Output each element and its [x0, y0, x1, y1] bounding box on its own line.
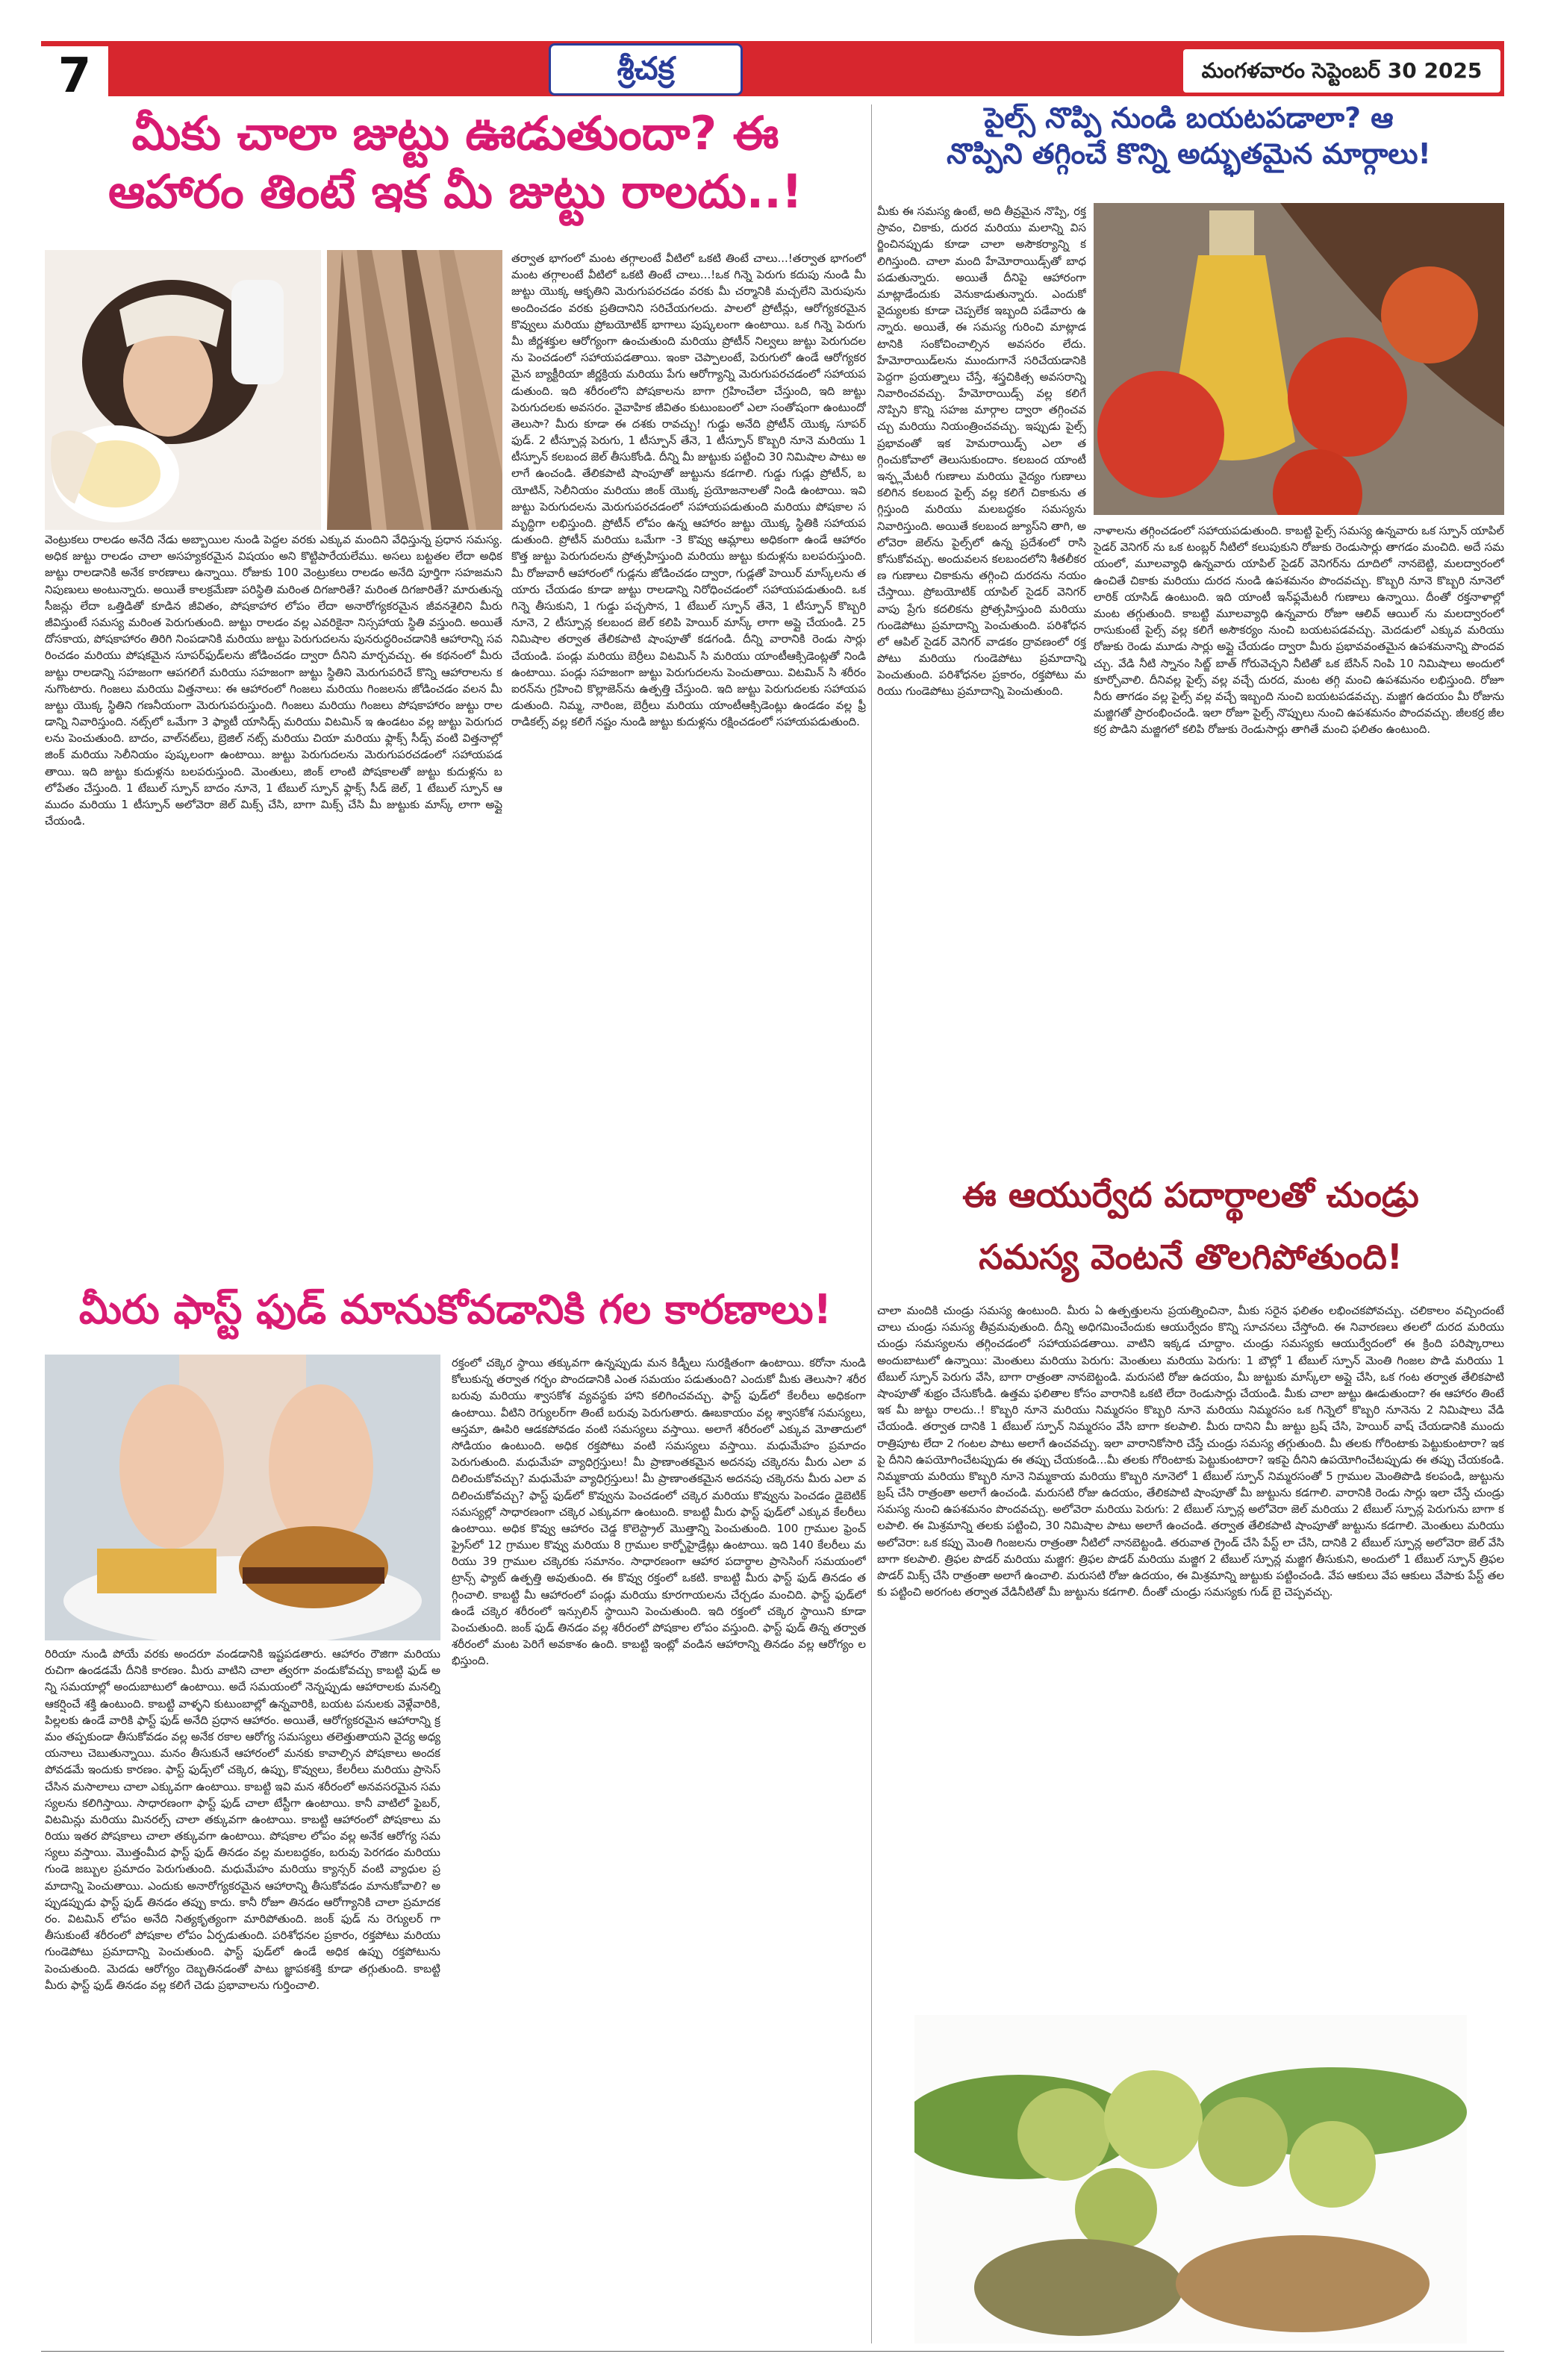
ayurveda-title-line2: సమస్య వెంటనే తొలగిపోతుంది!: [979, 1236, 1403, 1277]
page-number: 7: [41, 46, 108, 106]
amla-photo: [914, 2015, 1467, 2343]
hair-body-right: తర్వాత భాగంలో మంట తగ్గాలంటే వీటిలో ఒకటి తింటే చాలు...!తర్వాత భాగంలో మంట తగ్గాలంటే వీటిలో ఒకటి తింటే చాలు...!ఒక గిన్నె పెరుగు కదుపు నుండి మీ జుట్టు యొక్క ఆకృతిని మెరుగుపరచడం వరకు మీ చర్మానికి మచ్చలేని మెరుపును అందించడం వరకు ప్రతిదానిని సరిచేయగలదు. పాలలో ప్రోటీన్లు, ఆరోగ్యకరమైన కొవ్వులు మరియు ప్రోబయోటిక్ భాగాలు పుష్కలంగా ఉంటాయి. ఒక గిన్నె పెరుగు మీ జీర్ణశక్తుల ఆరోగ్యంగా ఉంచుతుంది మరియు ప్రోటీన్ నిల్వలు జుట్టు పెరుగుదలను పెంచడంలో సహాయపడతాయి. ఇంకా చెప్పాలంటే, పెరుగులో ఉండే ఆరోగ్యకరమైన బ్యాక్టీరియా జీర్ణక్రియ మరియు పేగు ఆరోగ్యాన్ని మెరుగుపరచడంలో సహాయపడుతుంది. ఇది శరీరంలోని పోషకాలను బాగా గ్రహించేలా చేస్తుంది, ఇది జుట్టు పెరుగుదలకు అవసరం. వైవాహిక జీవితం కుటుంబంలో ఎలా సంతోషంగా ఉంటుందో తెలుసా? మీరు కూడా ఈ దశకు రావచ్చు! గుడ్డు అనేది ప్రోటీన్ యొక్క సూపర్ ఫుడ్. 2 టీస్పూన్ల పెరుగు, 1 టీస్పూన్ తేనె, 1 టీస్పూన్ కొబ్బరి నూనె మరియు 1 టీస్పూన్ కలబంద జెల్ తీసుకోండి. దీన్ని మీ జుట్టుకు పట్టించి 30 నిమిషాల పాటు అలాగే ఉంచండి. తేలికపాటి షాంపూతో జుట్టును కడగాలి. గుడ్డు గుడ్లు ప్రోటీన్, బయోటిన్, సెలీనియం మరియు జింక్ యొక్క ప్రయోజనాలతో నిండి ఉంటాయి. ఇవి జుట్టు పెరుగుదలను మెరుగుపరచడంలో సహాయపడుతుంది మరియు పోషకాల సమృద్ధిగా లభిస్తుంది. ప్రోటీన్ లోపం ఉన్న ఆహారం జుట్టు యొక్క స్థితికి సహాయపడుతుంది. ప్రోటీన్ మరియు ఒమేగా -3 కొవ్వు ఆమ్లాలు అధికంగా ఉండే ఆహారం కొత్త జుట్టు పెరుగుదలను ప్రోత్సహిస్తుంది మరియు జుట్టు కుదుళ్లను బలపరుస్తుంది. మీ రోజువారీ ఆహారంలో గుడ్లను జోడించడం ద్వారా, గుడ్లతో హెయిర్ మాస్క్‌లను తయారు చేయడం కూడా జుట్టు రాలడాన్ని నిరోధించడంలో సహాయపడుతుంది. ఒక గిన్నె తీసుకుని, 1 గుడ్డు పచ్చసొన, 1 టేబుల్ స్పూన్ తేనె, 1 టీస్పూన్ కొబ్బరి నూనె, 2 టీస్పూన్ల కలబంద జెల్ కలిపి హెయిర్ మాస్క్ లాగా అప్లై చేయండి. 25 నిమిషాల తర్వాత తేలికపాటి షాంపూతో కడగండి. దీన్ని వారానికి రెండు సార్లు చేయండి. పండ్లు మరియు బెర్రీలు విటమిన్ సి మరియు యాంటీఆక్సిడెంట్లతో నిండి ఉంటాయి. పండ్లు సహజంగా జుట్టు పెరుగుదలను పెంచుతాయి. విటమిన్ సి శరీరం ఐరన్‌ను గ్రహించి కొల్లాజెన్‌ను ఉత్పత్తి చేస్తుంది. ఇది జుట్టు పెరుగుదలకు సహాయపడుతుంది. నిమ్మ, నారింజ, బెర్రీలు మరియు యాంటీఆక్సిడెంట్లు ఉండడం వల్ల ఫ్రీ రాడికల్స్ వల్ల కలిగే నష్టం నుండి జుట్టు కుదుళ్లను రక్షించడంలో సహాయపడుతుంది.: [511, 252, 866, 729]
fastfood-body-left: రిరియా నుండి పోయే వరకు అందరూ వండడానికి ఇష్టపడతారు. ఆహారం రౌజిగా మరియు రుచిగా ఉండడమే దీనికి కారణం. మీరు వాటిని చాలా త్వరగా వండుకోవచ్చు కాబట్టి ఫుడ్ అన్ని సమయాల్లో అందుబాటులో ఉంటాయి. అదే సమయంలో నెన్నప్పుడు ఆహారాలకు మనల్ని ఆకర్షించే శక్తి ఉంటుంది. కాబట్టి వాళ్ళని కుటుంబాల్లో ఉన్నవారికి, బయట పనులకు వెళ్లేవారికి, పిల్లలకు ఉండే వారికి ఫాస్ట్ ఫుడ్ అనేది ప్రధాన ఆహారం. అయితే, ఆరోగ్యకరమైన ఆహారాన్ని క్రమం తప్పకుండా తీసుకోవడం వల్ల అనేక రకాల ఆరోగ్య సమస్యలు తలెత్తుతాయని వైద్య అధ్యయనాలు చెబుతున్నాయి. మనం తీసుకునే ఆహారంలో మనకు కావాల్సిన పోషకాలు అందకపోవడమే ఇందుకు కారణం. ఫాస్ట్ ఫుడ్స్‌లో చక్కెర, ఉప్పు, కొవ్వులు, కేలరీలు మరియు ప్రాసెస్ చేసిన మసాలాలు చాలా ఎక్కువగా ఉంటాయి. కాబట్టి ఇవి మన శరీరంలో అనవసరమైన సమస్యలను కలిగిస్తాయి. సాధారణంగా ఫాస్ట్ ఫుడ్ చాలా టేస్టీగా ఉంటాయి. కానీ వాటిలో ఫైబర్, విటమిన్లు మరియు మినరల్స్ చాలా తక్కువగా ఉంటాయి. కాబట్టి ఆహారంలో పోషకాలు మరియు ఇతర పోషకాలు చాలా తక్కువగా ఉంటాయి. పోషకాల లోపం వల్ల అనేక ఆరోగ్య సమస్యలు వస్తాయి. మొత్తంమీద ఫాస్ట్ ఫుడ్ తినడం వల్ల మలబద్ధకం, బరువు పెరగడం మరియు గుండె జబ్బుల ప్రమాదం పెరుగుతుంది. మధుమేహం మరియు క్యాన్సర్ వంటి వ్యాధుల ప్రమాదాన్ని పెంచుతాయి. ఎందుకు అనారోగ్యకరమైన ఆహారాన్ని తీసుకోవడం మానుకోవాలి? అప్పుడప్పుడు ఫాస్ట్ ఫుడ్ తినడం తప్పు కాదు. కానీ రోజూ తినడం ఆరోగ్యానికి చాలా ప్రమాదకరం. విటమిన్ లోపం అనేది నిత్యకృత్యంగా మారిపోతుంది. జంక్ ఫుడ్ ను రెగ్యులర్ గా తీసుకుంటే శరీరంలో పోషకాల లోపం ఏర్పడుతుంది. పరిశోధనల ప్రకారం, రక్తపోటు మరియు గుండెపోటు ప్రమాదాన్ని పెంచుతుంది. ఫాస్ట్ ఫుడ్‌లో ఉండే అధిక ఉప్పు రక్తపోటును పెంచుతుంది. మెదడు ఆరోగ్యం దెబ్బతినడంతో పాటు జ్ఞాపకశక్తి కూడా తగ్గుతుంది. కాబట్టి మీరు ఫాస్ట్ ఫుడ్ తినడం వల్ల కలిగే చెడు ప్రభావాలను గుర్తించాలి.: [45, 1647, 440, 1992]
fastfood-photo: [45, 1355, 440, 1640]
hair-title-line2: ఆహారం తింటే ఇక మీ జుట్టు రాలదు..!: [107, 163, 803, 219]
piles-title-line2: నొప్పిని తగ్గించే కొన్ని అద్భుతమైన మార్గాలు!: [947, 137, 1431, 170]
piles-article-title: [873, 101, 1504, 205]
piles-title-line1: పైల్స్ నొప్పి నుండి బయటపడాలా? ఆ: [984, 101, 1394, 134]
ayurveda-title-line1: ఈ ఆయుర్వేద పదార్థాలతో చుండ్రు: [962, 1175, 1419, 1215]
fastfood-article-title: మీరు ఫాస్ట్ ఫుడ్ మానుకోవడానికి గల కారణాలు!: [78, 1286, 832, 1333]
apple-vinegar-photo: [1094, 203, 1504, 515]
issue-date: మంగళవారం సెప్టెంబర్ 30 2025: [1183, 49, 1500, 93]
column-rule: [871, 104, 872, 2343]
piles-body-bottom: నాళాలను తగ్గించడంలో సహాయపడుతుంది. కాబట్టి పైల్స్ సమస్య ఉన్నవారు ఒక స్పూన్ యాపిల్ సైడర్ వెనిగర్ ను ఒక టంబ్లర్ నీటిలో కలుపుకుని రోజుకు రెండుసార్లు తాగడం మంచిది. అదే సమయంలో, మూలవ్యాధి ఉన్నవారు యాపిల్ సైడర్ వెనిగర్‌ను దూదిలో నానబెట్టి, మలద్వారంలో ఉంచితే చికాకు మరియు దురద నుండి ఉపశమనం పొందవచ్చు. కొబ్బరి నూనె కొబ్బరి నూనెలో లారిక్ యాసిడ్ ఉంటుంది. ఇది యాంటీ ఇన్‌ఫ్లమేటరీ గుణాలు ఉన్నాయి. దీంతో రక్తనాళాల్లో మంట తగ్గుతుంది. కాబట్టి మూలవ్యాధి ఉన్నవారు రోజూ ఆలివ్ ఆయిల్ ను మలద్వారంలో రాసుకుంటే పైల్స్ వల్ల కలిగే అసౌకర్యం నుంచి బయటపడవచ్చు. మెదడులో ఎక్కువ మరియు రోజుకు రెండు మూడు సార్లు అప్లై చేయడం ద్వారా మీరు ప్రభావవంతమైన ఉపశమనాన్ని పొందవచ్చు. వేడి నీటి స్నానం సిట్జ్ బాత్ గోరువెచ్చని నీటితో ఒక బేసిన్ నింపి 10 నిమిషాలు అందులో కూర్చోవాలి. దీనివల్ల పైల్స్ వల్ల వచ్చే దురద, మంట తగ్గి మంచి ఉపశమనం లభిస్తుంది. రోజూ నీరు తాగడం వల్ల పైల్స్ వల్ల వచ్చే ఇబ్బంది నుంచి బయటపడవచ్చు. మజ్జిగ ఉదయం మీ రోజును మజ్జిగతో ప్రారంభించండి. ఇలా రోజూ పైల్స్ నొప్పులు నుంచి ఉపశమనం పొందవచ్చు. జీలకర్ర జీలకర్ర పొడిని మజ్జిగలో కలిపి రోజుకు రెండుసార్లు తాగితే మంచి ఫలితం ఉంటుంది.: [1094, 524, 1504, 737]
paper-logo: శ్రీచక్ర: [549, 43, 743, 96]
fastfood-body-right: రక్తంలో చక్కెర స్థాయి తక్కువగా ఉన్నప్పుడు మన కిడ్నీలు సురక్షితంగా ఉంటాయి. కరోనా నుండి కోలుకున్న తర్వాత గర్భం పొందడానికి ఎంత సమయం పడుతుంది? ఎందుకో మీకు తెలుసా? శరీర బరువు మరియు శ్వాసకోశ వ్యవస్థకు హాని కలిగించవచ్చు. ఫాస్ట్ ఫుడ్‌లో కేలరీలు అధికంగా ఉంటాయి. వీటిని రెగ్యులర్‌గా తింటే బరువు పెరుగుతారు. ఊబకాయం వల్ల శ్వాసకోశ సమస్యలు, ఆస్తమా, ఊపిరి ఆడకపోవడం వంటి సమస్యలు వస్తాయి. అలాగే శరీరంలో ఎక్కువ మోతాదులో సోడియం ఉంటుంది. అధిక రక్తపోటు వంటి సమస్యలు వస్తాయి. మధుమేహం ప్రమాదం పెరుగుతుంది. మధుమేహ వ్యాధిగ్రస్తులు! మీ ప్రాణాంతకమైన అదనపు చక్కెరను మీరు ఎలా వదిలించుకోవచ్చు? మధుమేహ వ్యాధిగ్రస్తులు! మీ ప్రాణాంతకమైన అదనపు చక్కెరను మీరు ఎలా వదిలించుకోవచ్చు? ఫాస్ట్ ఫుడ్‌లో కొవ్వును పెంచడంలో చక్కెర మరియు కొవ్వును పెంచడం డైబెటిక్ సమస్యల్లో సాధారణంగా చక్కెర ఎక్కువగా ఉంటుంది. కాబట్టి మీరు ఫాస్ట్ ఫుడ్‌లో ఎక్కువ కేలరీలు ఉంటాయి. అధిక కొవ్వు ఆహారం చెడ్డ కొలెస్ట్రాల్ మొత్తాన్ని పెంచుతుంది. 100 గ్రాముల ఫ్రెంచ్ ఫ్రైస్‌లో 12 గ్రాముల కొవ్వు మరియు 8 గ్రాముల కార్బోహైడ్రేట్లు ఉంటాయి. ఇది 140 కేలరీలు మరియు 39 గ్రాముల చక్కెరకు సమానం. సాధారణంగా ఆహార పదార్థాల ప్రాసెసింగ్ సమయంలో ట్రాన్స్ ఫ్యాట్ ఉత్పత్తి అవుతుంది. ఈ కొవ్వు రక్తంలో ఒకటి. కాబట్టి మీరు ఫాస్ట్ ఫుడ్ తినడం తగ్గించాలి. కాబట్టి మీ ఆహారంలో పండ్లు మరియు కూరగాయలను చేర్చడం మంచిది. ఫాస్ట్ ఫుడ్‌లో ఉండే చక్కెర శరీరంలో ఇన్సులిన్ స్థాయిని పెంచుతుంది. ఇది రక్తంలో చక్కెర స్థాయిని కూడా పెంచుతుంది. జంక్ ఫుడ్ తినడం వల్ల శరీరంలో పోషకాల లోపం వస్తుంది. ఫాస్ట్ ఫుడ్ తిన్న తర్వాత శరీరంలో మంట పెరిగే అవకాశం ఉంది. కాబట్టి ఇంట్లో వండిన ఆహారాన్ని తినడం వల్ల ఆరోగ్యం లభిస్తుంది.: [452, 1356, 866, 1668]
hair-body-left: వెంట్రుకలు రాలడం అనేది నేడు అబ్బాయిల నుండి పెద్దల వరకు ఎక్కువ మందిని వేధిస్తున్న ప్రధాన సమస్య. అధిక జుట్టు రాలడం చాలా అసహ్యకరమైన విషయం అని కొట్టిపారేయలేము. అసలు బట్టతల లేదా అధిక జుట్టు రాలడానికి అనేక కారణాలు ఉన్నాయి. రోజుకు 100 వెంట్రుకలు రాలడం అనేది పూర్తిగా సహజమని నిపుణులు అంటున్నారు. అయితే కాలక్రమేణా పరిస్థితి మరింత దిగజారితే? మరింత దిగజారితే? మారుతున్న సీజన్లు లేదా ఒత్తిడితో కూడిన జీవితం, పోషకాహార లోపం లేదా అనారోగ్యకరమైన జీవనశైలిని మీరు జీవిస్తుంటే సమస్య మరింత పెరుగుతుంది. జుట్టు రాలడం వల్ల ఎవరికైనా నిస్సహాయ స్థితి వస్తుంది. అయితే దోసకాయ, పోషకాహారం తిరిగి నింపడానికి మరియు జుట్టు పెరుగుదలను పునరుద్ధరించడానికి ఆహారాన్ని సవరించడం మరియు పోషకమైన సూపర్‌ఫుడ్‌లను జోడించడం ద్వారా దీనిని మార్చవచ్చు. ఈ కథనంలో మీరు జుట్టు రాలడాన్ని సహజంగా ఆపగలిగే మరియు సహజంగా జుట్టు స్థితిని మెరుగుపరిచే కొన్ని ఆహారాలను కనుగొంటారు. గింజలు మరియు విత్తనాలు: ఈ ఆహారంలో గింజలు మరియు గింజలను జోడించడం వలన మీ జుట్టు యొక్క స్థితిని గణనీయంగా మెరుగుపరుస్తుంది. గింజలు మరియు గింజలు పోషకాహారం జుట్టు రాలడాన్ని నివారిస్తుంది. నట్స్‌లో ఒమేగా 3 ఫ్యాటీ యాసిడ్స్ మరియు విటమిన్ ఇ ఉండటం వల్ల జుట్టు పెరుగుదలను పెంచుతుంది. బాదం, వాల్‌నట్‌లు, బ్రెజిల్ నట్స్ మరియు చియా మరియు ఫ్లాక్స్ సీడ్స్ వంటి విత్తనాల్లో జింక్ మరియు సెలీనియం పుష్కలంగా ఉంటాయి. జుట్టు పెరుగుదలను మెరుగుపరచడంలో సహాయపడతాయి. ఇది జుట్టు కుదుళ్లను బలపరుస్తుంది. మెంతులు, జింక్ లాంటి పోషకాలతో జుట్టు కుదుళ్లను బలోపేతం చేస్తుంది. 1 టేబుల్ స్పూన్ బాదం నూనె, 1 టేబుల్ స్పూన్ ఫ్లాక్స్ సీడ్ జెల్, 1 టేబుల్ స్పూన్ ఆముదం మరియు 1 టీస్పూన్ అలోవెరా జెల్ మిక్స్ చేసి, బాగా మిక్స్ చేసి మీ జుట్టుకు మాస్క్ లాగా అప్లై చేయండి.: [45, 533, 502, 828]
ayurveda-body: చాలా మందికి చుండ్రు సమస్య ఉంటుంది. మీరు ఏ ఉత్పత్తులను ప్రయత్నించినా, మీకు సరైన ఫలితం లభించకపోవచ్చు. చలికాలం వచ్చిందంటే చాలు చుండ్రు సమస్య తీవ్రమవుతుంది. దీన్ని అధిగమించేందుకు ఆయుర్వేదం కొన్ని సూచనలు చేస్తోంది. ఈ నివారణలు తలలో దురద మరియు చుండ్రు సమస్యలను తగ్గించడంలో సహాయపడతాయి. వాటిని ఇక్కడ చూద్దాం. చుండ్రు సమస్యకు ఆయుర్వేదంలో ఈ క్రింది పరిష్కారాలు అందుబాటులో ఉన్నాయి: మెంతులు మరియు పెరుగు: మెంతులు మరియు పెరుగు: 1 బౌల్లో 1 టేబుల్ స్పూన్ మెంతి గింజల పొడి మరియు 1 టేబుల్ స్పూన్ పెరుగు వేసి, బాగా రాత్రంతా నానబెట్టండి. మరుసటి రోజు ఉదయం, మీ జుట్టుకు మాస్క్‌లా అప్లై చేసి, ఒక గంట తర్వాత తేలికపాటి షాంపూతో శుభ్రం చేసుకోండి. ఉత్తమ ఫలితాల కోసం వారానికి ఒకటి లేదా రెండుసార్లు చేయండి. మీకు చాలా జుట్టు ఊడుతుందా? ఈ ఆహారం తింటే ఇక మీ జుట్టు రాలదు..! కొబ్బరి నూనె మరియు నిమ్మరసం కొబ్బరి నూనె మరియు నిమ్మరసం ఒక గిన్నెలో కొబ్బరి నూనెను 2 నిమిషాలు వేడి చేయండి. తర్వాత దానికి 1 టేబుల్ స్పూన్ నిమ్మరసం వేసి బాగా కలపాలి. మీరు దానిని మీ జుట్టు బ్రష్ చేసి, హెయిర్ వాష్ చేయడానికి ముందు రాత్రిపూట లేదా 2 గంటల పాటు అలాగే ఉంచవచ్చు. ఇలా వారానికోసారి చేస్తే చుండ్రు సమస్య తగ్గుతుంది. మీ తలకు గోరింటాకు పెట్టుకుంటారా? ఇకపై దీనిని ఉపయోగించేటప్పుడు ఈ తప్పు చేయకండి...మీ తలకు గోరింటాకు పెట్టుకుంటారా? ఇకపై దీనిని ఉపయోగించేటప్పుడు ఈ తప్పు చేయకండి. నిమ్మకాయ మరియు కొబ్బరి నూనె నిమ్మకాయ మరియు కొబ్బరి నూనెలో 1 టేబుల్ స్పూన్ నిమ్మరసంతో 5 గ్రాముల మెంతిపొడి కలపండి, జుట్టును బ్రష్ చేసి రాత్రంతా అలాగే ఉంచండి. మరుసటి రోజు ఉదయం, తేలికపాటి షాంపూతో మీ జుట్టును కడగాలి. వారానికి రెండు సార్లు ఇలా చేస్తే చుండ్రు సమస్య నుంచి ఉపశమనం పొందవచ్చు. అలోవెరా మరియు పెరుగు: 2 టేబుల్ స్పూన్ల అలోవెరా జెల్ మరియు 2 టేబుల్ స్పూన్ల పెరుగును బాగా కలపాలి. ఈ మిశ్రమాన్ని తలకు పట్టించి, 30 నిమిషాల పాటు అలాగే ఉంచండి. తర్వాత తేలికపాటి షాంపూతో జుట్టును కడగాలి. మెంతులు మరియు అలోవెరా: ఒక కప్పు మెంతి గింజలను రాత్రంతా నీటిలో నానబెట్టండి. తరువాత గ్రైండ్ చేసి పేస్ట్ లా చేసి, దానికి 2 టేబుల్ స్పూన్ల అలోవెరా జెల్ వేసి బాగా కలపాలి. త్రిఫల పొడర్ మరియు మజ్జిగ: త్రిఫల పొడర్ మరియు మజ్జిగ 2 టేబుల్ స్పూన్ల మజ్జిగ తీసుకుని, అందులో 1 టేబుల్ స్పూన్ త్రిఫల పొడర్ మిక్స్ చేసి రాత్రంతా అలాగే ఉంచాలి. మరుసటి రోజు ఉదయం, ఈ మిశ్రమాన్ని జుట్టుకు పట్టించండి. వేప ఆకులు వేప ఆకులు వేపాకు పేస్ట్ తలకు పట్టించి అరగంట తర్వాత వేడినీటితో మీ జుట్టును కడగాలి. దీంతో చుండ్రు సమస్యకు గుడ్ బై చెప్పవచ్చు.: [877, 1304, 1504, 1599]
hair-photo-long-hair: [327, 250, 502, 530]
hair-title-line1: మీకు చాలా జుట్టు ఊడుతుందా? ఈ: [131, 106, 779, 160]
footer-rule: [41, 2351, 1504, 2352]
ayurveda-article-title: [877, 1164, 1504, 1299]
piles-body-top: మీకు ఈ సమస్య ఉంటే, అది తీవ్రమైన నొప్పి, రక్తస్రావం, చికాకు, దురద మరియు మలాన్ని విసర్జించినప్పుడు కూడా చాలా అసౌకర్యాన్ని కలిగిస్తుంది. చాలా మంది హేమోరాయిడ్స్‌తో బాధపడుతున్నారు. అయితే దీనిపై ఆహారంగా మాట్లాడేందుకు వెనుకాడుతున్నారు. ఎందుకో వైద్యులకు కూడా చెప్పలేక ఇబ్బంది పడేవారు ఉన్నారు. అయితే, ఈ సమస్య గురించి మాట్లాడటానికి సంకోచించాల్సిన అవసరం లేదు. హేమోరాయిడ్‌లను ముందుగానే సరిచేయడానికి పెద్దగా ప్రయత్నాలు చేస్తే, శస్త్రచికిత్స అవసరాన్ని నివారించవచ్చు. హేమోరాయిడ్స్ వల్ల కలిగే నొప్పిని కొన్ని సహజ మార్గాల ద్వారా తగ్గించవచ్చు మరియు నియంత్రించవచ్చు. ఇప్పుడు పైల్స్ ప్రభావంతో ఇక హెమరాయిడ్స్ ఎలా తగ్గించుకోవాలో తెలుసుకుందాం. కలబంద యాంటీ ఇన్ఫ్లమేటరీ గుణాలు మరియు వైద్యం గుణాలు కలిగిన కలబంద పైల్స్ వల్ల కలిగే చికాకును తగ్గిస్తుంది మరియు మలబద్ధకం సమస్యను నివారిస్తుంది. అయితే కలబంద జ్యూస్‌ని తాగి, అలోవెరా జెల్‌ను పైల్స్‌లో ఉన్న ప్రదేశంలో రాసి కోసుకోవచ్చు. అందువలన కలబందలోని శీతలీకరణ గుణాలు చికాకును తగ్గించి దురదను నయం చేస్తాయి. ప్రోబయోటిక్ యాపిల్ సైడర్ వెనిగర్ వాపు ప్రేగు కదలికను ప్రోత్సహిస్తుంది మరియు గుండెపోటు ప్రమాదాన్ని పెంచుతుంది. పరిశోధనలో ఆపిల్ సైడర్ వెనిగర్ వాడకం ద్రావణంలో రక్తపోటు మరియు గుండెపోటు ప్రమాదాన్ని పెంచుతుంది. పరిశోధనల ప్రకారం, రక్తపోటు మరియు గుండెపోటు ప్రమాదాన్ని పెంచుతుంది.: [877, 204, 1086, 699]
hair-photo-woman: [45, 250, 321, 530]
hair-article-title: [45, 104, 866, 254]
